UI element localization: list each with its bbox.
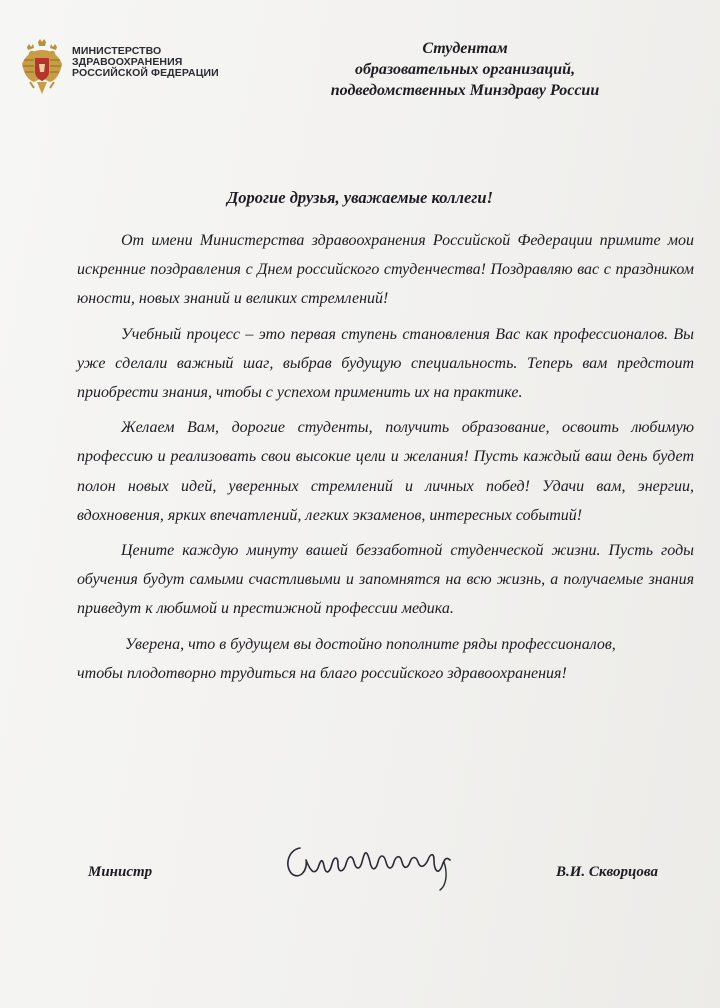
- closing-paragraph: [77, 630, 694, 688]
- ministry-name: [72, 46, 219, 79]
- signer-position: Министр: [88, 864, 153, 880]
- ministry-line-1: МИНИСТЕРСТВО: [72, 45, 162, 57]
- addressee-line-2: образовательных организаций,: [354, 61, 576, 78]
- ministry-logo: [20, 38, 219, 96]
- paragraph-2: Учебный процесс – это первая ступень становления Вас как профессионалов. Вы уже сделали важный шаг, выбрав будущую специальность. Теперь вам предстоит приобрести знания, чтобы с успехом применить их на практике.: [77, 325, 694, 402]
- paragraph-4: Цените каждую минуту вашей беззаботной студенческой жизни. Пусть годы обучения будут самыми счастливыми и запомнятся на всю жизнь, а получаемые знания приведут к любимой и престижной профессии медика.: [77, 542, 694, 618]
- closing-line-1: Уверена, что в будущем вы достойно пополните ряды профессионалов,: [125, 635, 616, 653]
- ministry-line-2: ЗДРАВООХРАНЕНИЯ: [72, 56, 183, 68]
- paragraph-3: Желаем Вам, дорогие студенты, получить образование, освоить любимую профессию и реализовать свои высокие цели и желания! Пусть каждый ваш день будет полон новых идей, уверенных стремлений и личных побед! Удачи вам, энергии, вдохновения, ярких впечатлений, легких экзаменов, интересных событий!: [77, 419, 694, 524]
- letter-body: [77, 226, 694, 694]
- closing-line-2: чтобы плодотворно трудиться на благо российского здравоохранения!: [77, 664, 567, 682]
- handwritten-signature: [278, 826, 478, 896]
- addressee-block: [300, 38, 630, 101]
- ministry-line-3: РОССИЙСКОЙ ФЕДЕРАЦИИ: [72, 67, 219, 79]
- coat-of-arms-icon: [20, 38, 64, 96]
- letter-greeting: Дорогие друзья, уважаемые коллеги!: [227, 188, 493, 207]
- addressee-line-1: Студентам: [422, 40, 508, 57]
- signer-name: В.И. Скворцова: [556, 864, 658, 880]
- addressee-line-3: подведомственных Минздраву России: [330, 82, 600, 99]
- paragraph-1: От имени Министерства здравоохранения Российской Федерации примите мои искренние поздравления с Днем российского студенчества! Поздравляю вас с праздником юности, новых знаний и великих стремлений!: [77, 232, 694, 308]
